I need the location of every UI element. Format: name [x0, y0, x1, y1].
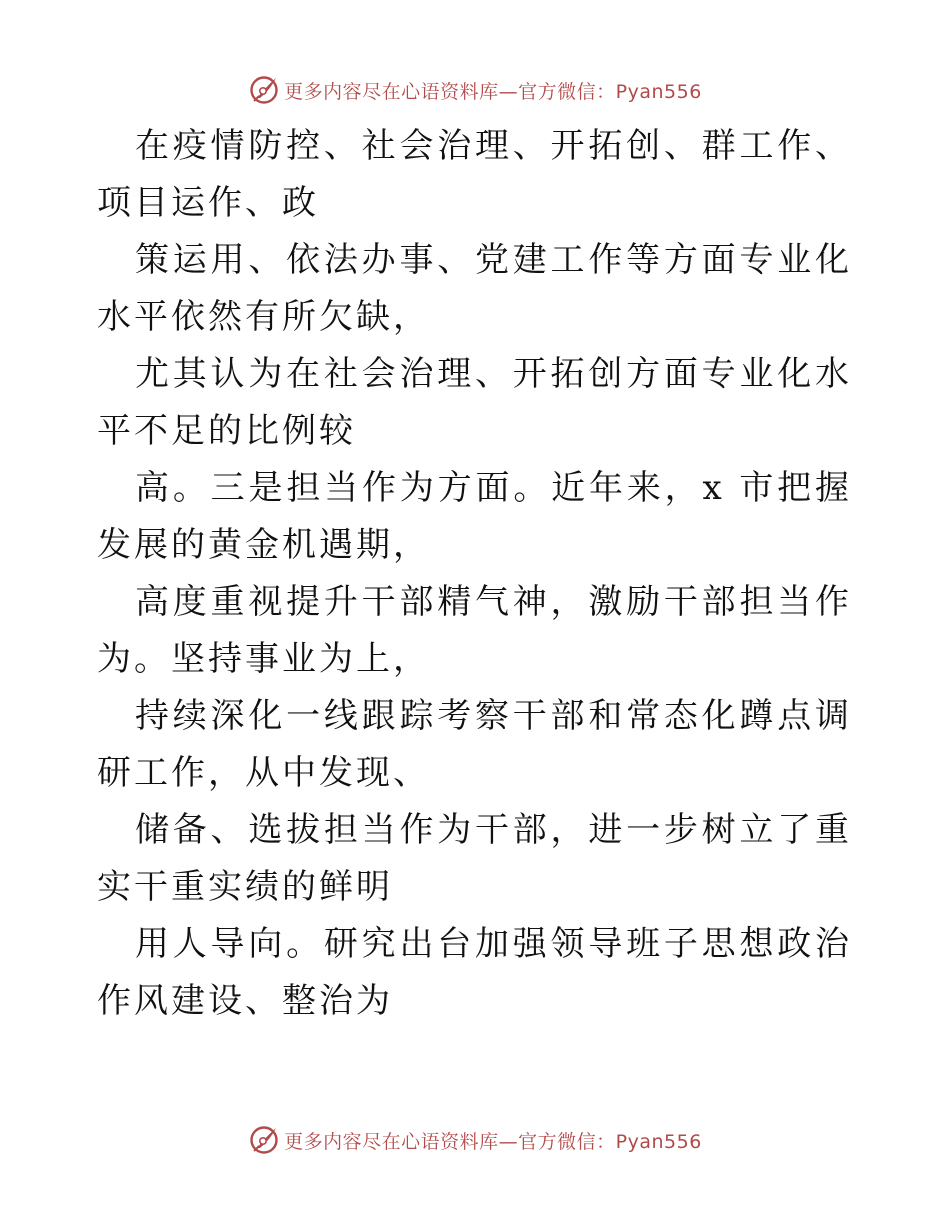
paragraph: 在疫情防控、社会治理、开拓创、群工作、项目运作、政: [97, 126, 852, 223]
paragraph: 持续深化一线跟踪考察干部和常态化蹲点调研工作，从中发现、: [97, 696, 852, 793]
footer-banner: [0, 1120, 950, 1160]
document-body: [97, 118, 852, 1030]
paragraph: 高。三是担当作为方面。近年来，x 市把握发展的黄金机遇期，: [97, 468, 852, 565]
paragraph: 策运用、依法办事、党建工作等方面专业化水平依然有所欠缺，: [97, 240, 852, 337]
paragraph: 储备、选拔担当作为干部，进一步树立了重实干重实绩的鲜明: [97, 810, 852, 907]
quill-logo-icon: [248, 1124, 280, 1156]
paragraph: 高度重视提升干部精气神，激励干部担当作为。坚持事业为上，: [97, 582, 852, 679]
quill-logo-icon: [248, 74, 280, 106]
paragraph: 尤其认为在社会治理、开拓创方面专业化水平不足的比例较: [97, 354, 852, 451]
header-banner: [0, 70, 950, 110]
paragraph: 用人导向。研究出台加强领导班子思想政治作风建设、整治为: [97, 924, 852, 1021]
footer-banner-text: 更多内容尽在心语资料库—官方微信：Pyan556: [284, 1130, 702, 1153]
header-banner-text: 更多内容尽在心语资料库—官方微信：Pyan556: [284, 80, 702, 103]
